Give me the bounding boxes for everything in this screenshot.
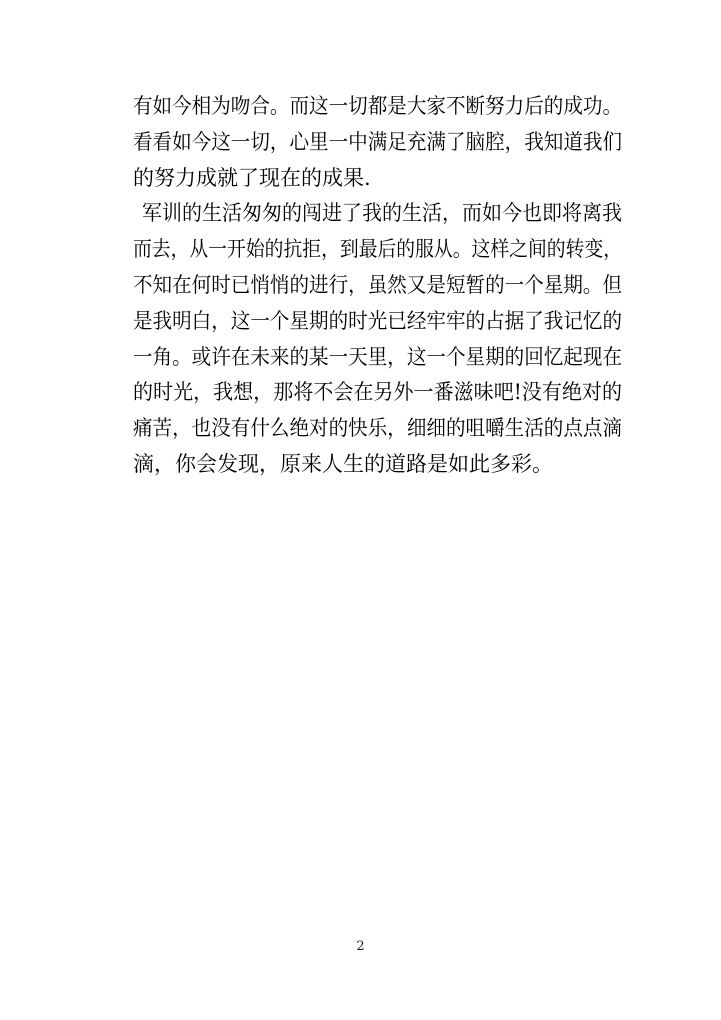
text-line: [133, 232, 622, 268]
text-line: [133, 304, 622, 340]
body-text: [133, 89, 622, 483]
text-line-content: 而去，从一开始的抗拒，到最后的服从。这样之间的转变，: [133, 237, 622, 262]
text-line-content: 滴，你会发现，原来人生的道路是如此多彩。: [133, 451, 553, 476]
text-line-content: 的时光，我想，那将不会在另外一番滋味吧!没有绝对的: [133, 380, 622, 405]
text-line-content: 痛苦，也没有什么绝对的快乐，细细的咀嚼生活的点点滴: [133, 416, 622, 441]
text-line: [133, 340, 622, 376]
text-line: [133, 447, 622, 483]
text-line: [133, 125, 622, 161]
paragraph: [133, 89, 622, 196]
page-number: 2: [356, 939, 365, 954]
text-line-content: 的努力成就了现在的成果.: [133, 165, 371, 190]
text-line-content: 军训的生活匆匆的闯进了我的生活，而如今也即将离我: [142, 201, 622, 226]
text-line: [133, 196, 622, 232]
text-line: [133, 161, 622, 197]
text-line-content: 不知在何时已悄悄的进行，虽然又是短暂的一个星期。但: [133, 272, 622, 297]
text-line: [133, 268, 622, 304]
text-line-content: 有如今相为吻合。而这一切都是大家不断努力后的成功。: [133, 94, 622, 118]
text-line: [133, 411, 622, 447]
text-line-content: 是我明白，这一个星期的时光已经牢牢的占据了我记忆的: [133, 308, 622, 333]
text-line-content: 一角。或许在未来的某一天里，这一个星期的回忆起现在: [133, 344, 622, 369]
text-line: [133, 375, 622, 411]
text-line: [133, 89, 622, 125]
paragraph: [133, 196, 622, 482]
text-line-content: 看看如今这一切，心里一中满足充满了脑腔，我知道我们: [133, 129, 622, 154]
